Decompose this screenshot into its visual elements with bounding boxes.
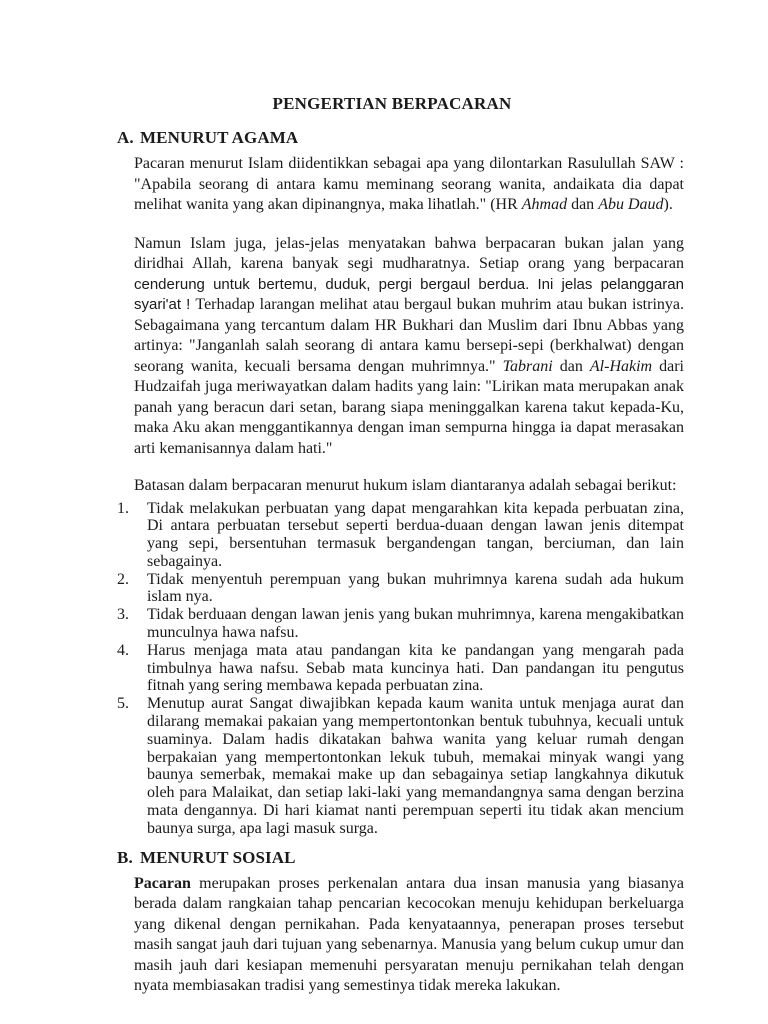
list-item-text: Harus menjaga mata atau pandangan kita ke pandangan yang mengarah pada timbulnya hawa nafsu. Sebab mata kuncinya hati. Dan pandangan itu pengutus fitnah yang sering membawa kepada perbuatan zina. bbox=[147, 641, 684, 695]
section-b-marker: B. bbox=[117, 847, 133, 867]
section-b-heading-text: MENURUT SOSIAL bbox=[140, 847, 296, 867]
hadith-source-italic: Tabrani bbox=[502, 357, 553, 375]
list-item-text: Tidak berduaan dengan lawan jenis yang bukan muhrimnya, karena mengakibatkan munculnya hawa nafsu. bbox=[147, 606, 684, 642]
hadith-source-italic: Al-Hakim bbox=[589, 357, 653, 375]
list-item bbox=[117, 606, 684, 642]
text-segment: Terhadap larangan melihat atau bergaul bukan muhrim atau bukan istrinya. Sebagaimana yang tercantum dalam HR Bukhari dan Muslim dari Ibnu Abbas yang artinya: "Janganlah salah seorang di antara kamu bersepi-sepi (berkhalwat) dengan seorang wanita, kecuali bersama dengan muhrimnya." bbox=[134, 296, 685, 375]
text-segment: dari Hudzaifah juga meriwayatkan dalam hadits yang lain: "Lirikan mata merupakan anak panah yang beracun dari setan, barang siapa meninggalkan karena takut kepada-Ku, maka Aku akan menggantikannya dengan iman sempurna hingga ia dapat merasakan arti kemanisannya dalam hati." bbox=[134, 357, 685, 457]
list-item bbox=[117, 571, 684, 607]
bold-term: Pacaran bbox=[134, 874, 191, 892]
section-a-marker: A. bbox=[117, 128, 134, 147]
limits-list bbox=[117, 500, 684, 838]
section-a-heading bbox=[117, 128, 684, 148]
section-a-paragraph-1 bbox=[134, 154, 684, 216]
list-item bbox=[117, 500, 684, 571]
list-item-text: Tidak melakukan perbuatan yang dapat mengarahkan kita kepada perbuatan zina, Di antara perbuatan tersebut seperti berdua-duaan dengan lawan jenis ditempat yang sepi, bersentuhan termasuk bergandengan tangan, berciuman, dan lain sebagainya. bbox=[147, 499, 684, 570]
hadith-source-italic: Ahmad bbox=[521, 196, 568, 213]
hadith-source-italic: Abu Daud bbox=[598, 196, 664, 213]
list-item-number: 4. bbox=[117, 641, 129, 659]
text-segment: ). bbox=[663, 196, 673, 213]
section-a-heading-text: MENURUT AGAMA bbox=[140, 128, 299, 147]
alternate-font-segment: cenderung untuk bertemu, duduk, pergi bergaul berdua. Ini jelas pelanggaran syari'at ! bbox=[134, 275, 684, 313]
list-item-number: 5. bbox=[117, 695, 129, 713]
list-item-text: Tidak menyentuh perempuan yang bukan muhrimnya karena sudah ada hukum islam nya. bbox=[147, 570, 684, 606]
text-segment: Namun Islam juga, jelas-jelas menyatakan bahwa berpacaran bukan jalan yang diridhai Allah, karena banyak segi mudharatnya. Setiap orang yang berpacaran bbox=[134, 234, 684, 272]
text-segment: Pacaran menurut Islam diidentikkan sebagai apa yang dilontarkan Rasulullah SAW : "Apabila seorang di antara kamu meminang seorang wanita, andaikata dia dapat melihat wanita yang akan dipinangnya, maka lihatlah." (HR bbox=[134, 155, 684, 213]
section-b-paragraph bbox=[134, 874, 684, 997]
text-segment: dan bbox=[552, 357, 590, 375]
page-title: PENGERTIAN BERPACARAN bbox=[272, 94, 512, 113]
list-item-text: Menutup aurat Sangat diwajibkan kepada kaum wanita untuk menjaga aurat dan dilarang memakai pakaian yang mempertontonkan bentuk tubuhnya, kecuali untuk suaminya. Dalam hadis dikatakan bahwa wanita yang keluar rumah dengan berpakaian yang mempertontonkan lekuk tubuh, memakai minyak wangi yang baunya semerbak, memakai make up dan sebagainya setiap langkahnya dikutuk oleh para Malaikat, dan setiap laki-laki yang memandangnya sama dengan berzina mata dengannya. Di hari kiamat nanti perempuan seperti itu tidak akan mencium baunya surga, apa lagi masuk surga. bbox=[147, 695, 684, 837]
list-item-number: 3. bbox=[117, 606, 129, 624]
list-intro: Batasan dalam berpacaran menurut hukum islam diantaranya adalah sebagai berikut: bbox=[134, 477, 677, 494]
list-item bbox=[117, 642, 684, 695]
list-item bbox=[117, 695, 684, 837]
text-segment: dan bbox=[567, 196, 599, 213]
text-segment: merupakan proses perkenalan antara dua insan manusia yang biasanya berada dalam rangkaian tahap pencarian kecocokan menuju kehidupan berkeluarga yang dikenal dengan pernikahan. Pada kenyataannya, penerapan proses tersebut masih sangat jauh dari tujuan yang sebenarnya. Manusia yang belum cukup umur dan masih jauh dari kesiapan memenuhi persyaratan menuju pernikahan telah dengan nyata membiasakan tradisi yang semestinya tidak mereka lakukan. bbox=[134, 874, 684, 995]
section-b-heading bbox=[117, 848, 684, 868]
list-item-number: 2. bbox=[117, 570, 129, 588]
list-item-number: 1. bbox=[117, 499, 129, 517]
section-a-paragraph-2 bbox=[134, 234, 684, 460]
